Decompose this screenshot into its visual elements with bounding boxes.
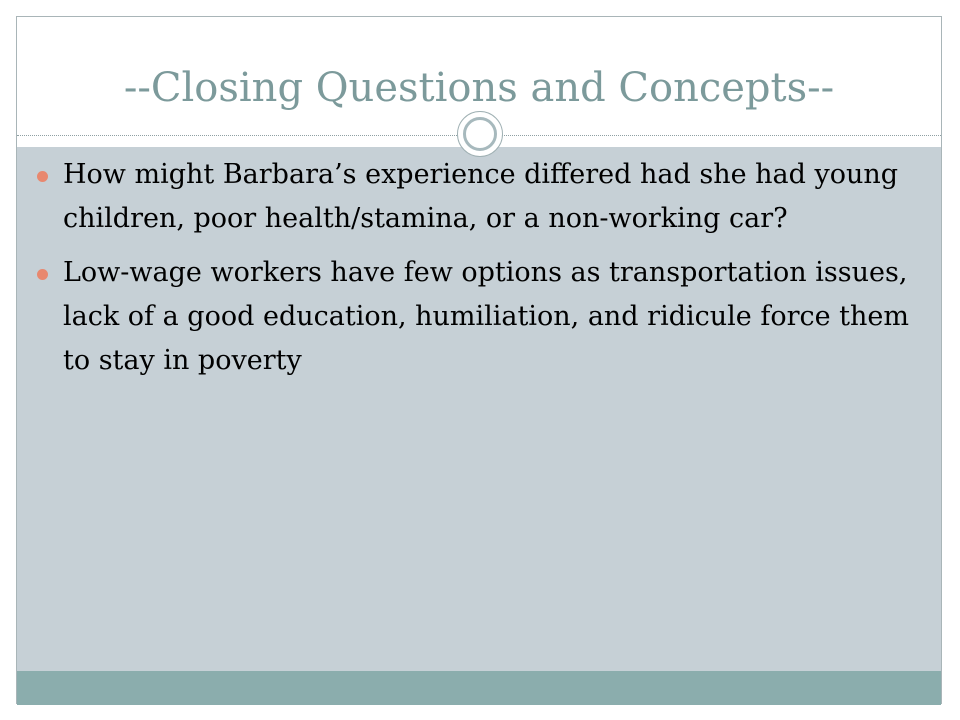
ring-inner (463, 117, 497, 151)
bullet-text: Low-wage workers have few options as transportation issues, lack of a good education, humiliation, and ridicule force them to stay in poverty (63, 257, 909, 376)
bullet-item (37, 251, 917, 383)
bullet-dot-icon (37, 269, 48, 280)
bullet-list (37, 153, 917, 393)
footer-bar (17, 671, 941, 705)
content-area (17, 147, 941, 671)
slide-title: --Closing Questions and Concepts-- (123, 65, 835, 111)
ring-icon (457, 111, 503, 157)
slide-frame (16, 16, 942, 704)
bullet-text: How might Barbara’s experience differed had she had young children, poor health/stamina, or a non-working car? (63, 159, 899, 234)
bullet-item (37, 153, 917, 241)
bullet-dot-icon (37, 171, 48, 182)
